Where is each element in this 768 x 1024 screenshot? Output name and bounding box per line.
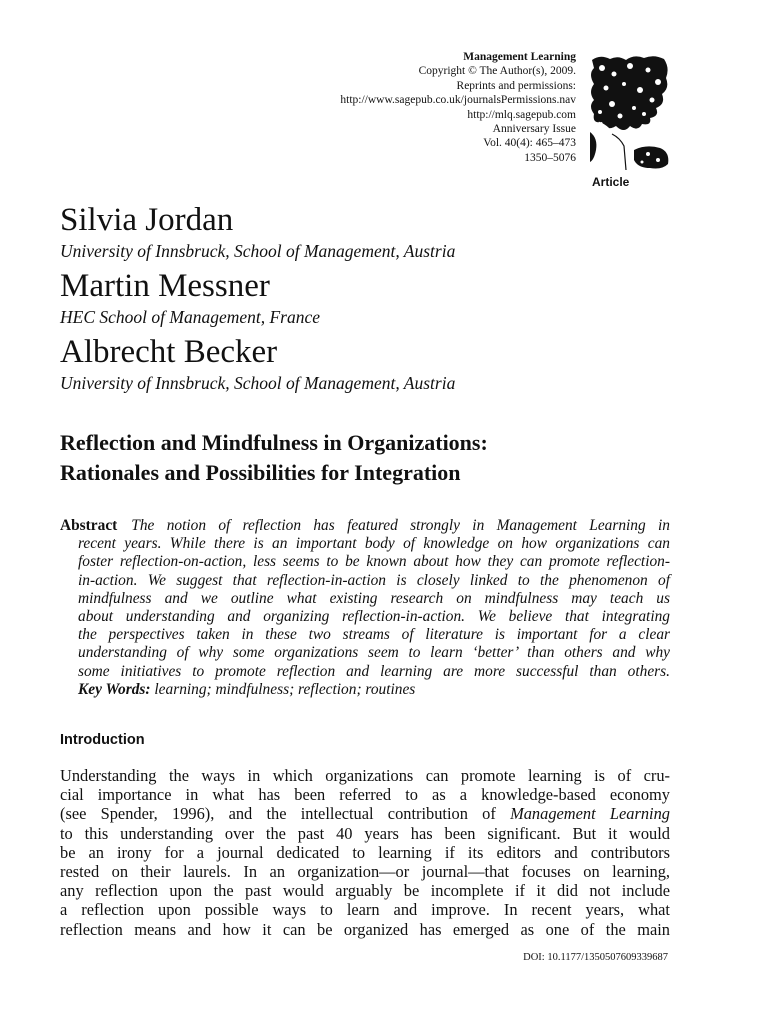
keywords (60, 681, 670, 699)
title-line: Reflection and Mindfulness in Organizations: (60, 430, 488, 455)
abstract-line: some initiatives to promote reflection and learning are more successful than others. (78, 662, 670, 680)
abstract-line: the perspectives taken in these two streams of literature is important for a clear (78, 626, 670, 644)
body-line: reflection means and how it can be organized has emerged as one of the main (60, 919, 670, 939)
body-line: to this understanding over the past 40 years has been significant. But it would (60, 823, 670, 843)
volume-label: Vol. 40(4): 465–473 (483, 137, 576, 150)
body-line: a reflection upon possible ways to learn and improve. In recent years, what (60, 900, 670, 920)
abstract-line: recent years. While there is an important body of knowledge on how organizations can (78, 535, 670, 553)
body-line: cial importance in what has been referred to as a knowledge-based economy (60, 785, 670, 805)
body-line: be an irony for a journal dedicated to learning if its editors and contributors (60, 842, 670, 862)
abstract-line: about understanding and organizing reflection-in-action. We believe that integrating (78, 608, 670, 626)
journal-cover-art (590, 54, 670, 170)
abstract-line: mindfulness and we outline what existing research on mindfulness may teach us (78, 589, 670, 607)
journal-name-italic: Management Learning (510, 804, 670, 824)
keywords-label: Key Words: (78, 680, 151, 698)
title-line: Rationales and Possibilities for Integration (60, 460, 461, 485)
journal-url[interactable]: http://mlq.sagepub.com (467, 108, 576, 121)
author-name: Martin Messner (60, 268, 270, 304)
body-line: rested on their laurels. In an organization—or journal—that focuses on learning, (60, 862, 670, 882)
body-line: any reflection upon the past would arguably be incomplete if it did not include (60, 881, 670, 901)
article-title (60, 428, 710, 488)
copyright: Copyright © The Author(s), 2009. (418, 65, 576, 78)
abstract-line: foster reflection-on-action, less seems to be known about how they can promote reflection- (78, 553, 670, 571)
introduction-body (60, 766, 670, 939)
doi[interactable]: DOI: 10.1177/1350507609339687 (523, 952, 668, 963)
author-affiliation: University of Innsbruck, School of Management, Austria (60, 373, 456, 393)
author-name: Silvia Jordan (60, 202, 234, 238)
keywords-list: learning; mindfulness; reflection; routines (154, 680, 416, 698)
abstract (60, 517, 670, 699)
author-affiliation: HEC School of Management, France (60, 307, 321, 327)
issn-label: 1350–5076 (524, 151, 576, 164)
article-type-label: Article (592, 175, 630, 189)
abstract-line: understanding of why some organizations seem to learn ‘better’ than others and why (78, 644, 670, 662)
author-list (60, 200, 700, 398)
abstract-line: Abstract The notion of reflection has featured strongly in Management Learning in (60, 517, 670, 534)
journal-name: Management Learning (463, 51, 576, 63)
issue-label: Anniversary Issue (492, 123, 576, 136)
body-line: (see Spender, 1996), and the intellectual contribution of Management Learning (60, 804, 670, 824)
permissions-url[interactable]: http://www.sagepub.co.uk/journalsPermissions.nav (340, 94, 576, 107)
section-heading-introduction: Introduction (60, 732, 145, 748)
reprints-label: Reprints and permissions: (456, 79, 576, 92)
body-line: Understanding the ways in which organizations can promote learning is of cru- (60, 766, 670, 785)
author-name: Albrecht Becker (60, 334, 278, 370)
abstract-line: in-action. We suggest that reflection-in-action is closely linked to the phenomenon of (78, 571, 670, 589)
author-affiliation: University of Innsbruck, School of Management, Austria (60, 241, 456, 261)
journal-info (340, 50, 576, 165)
abstract-label: Abstract (60, 517, 118, 534)
